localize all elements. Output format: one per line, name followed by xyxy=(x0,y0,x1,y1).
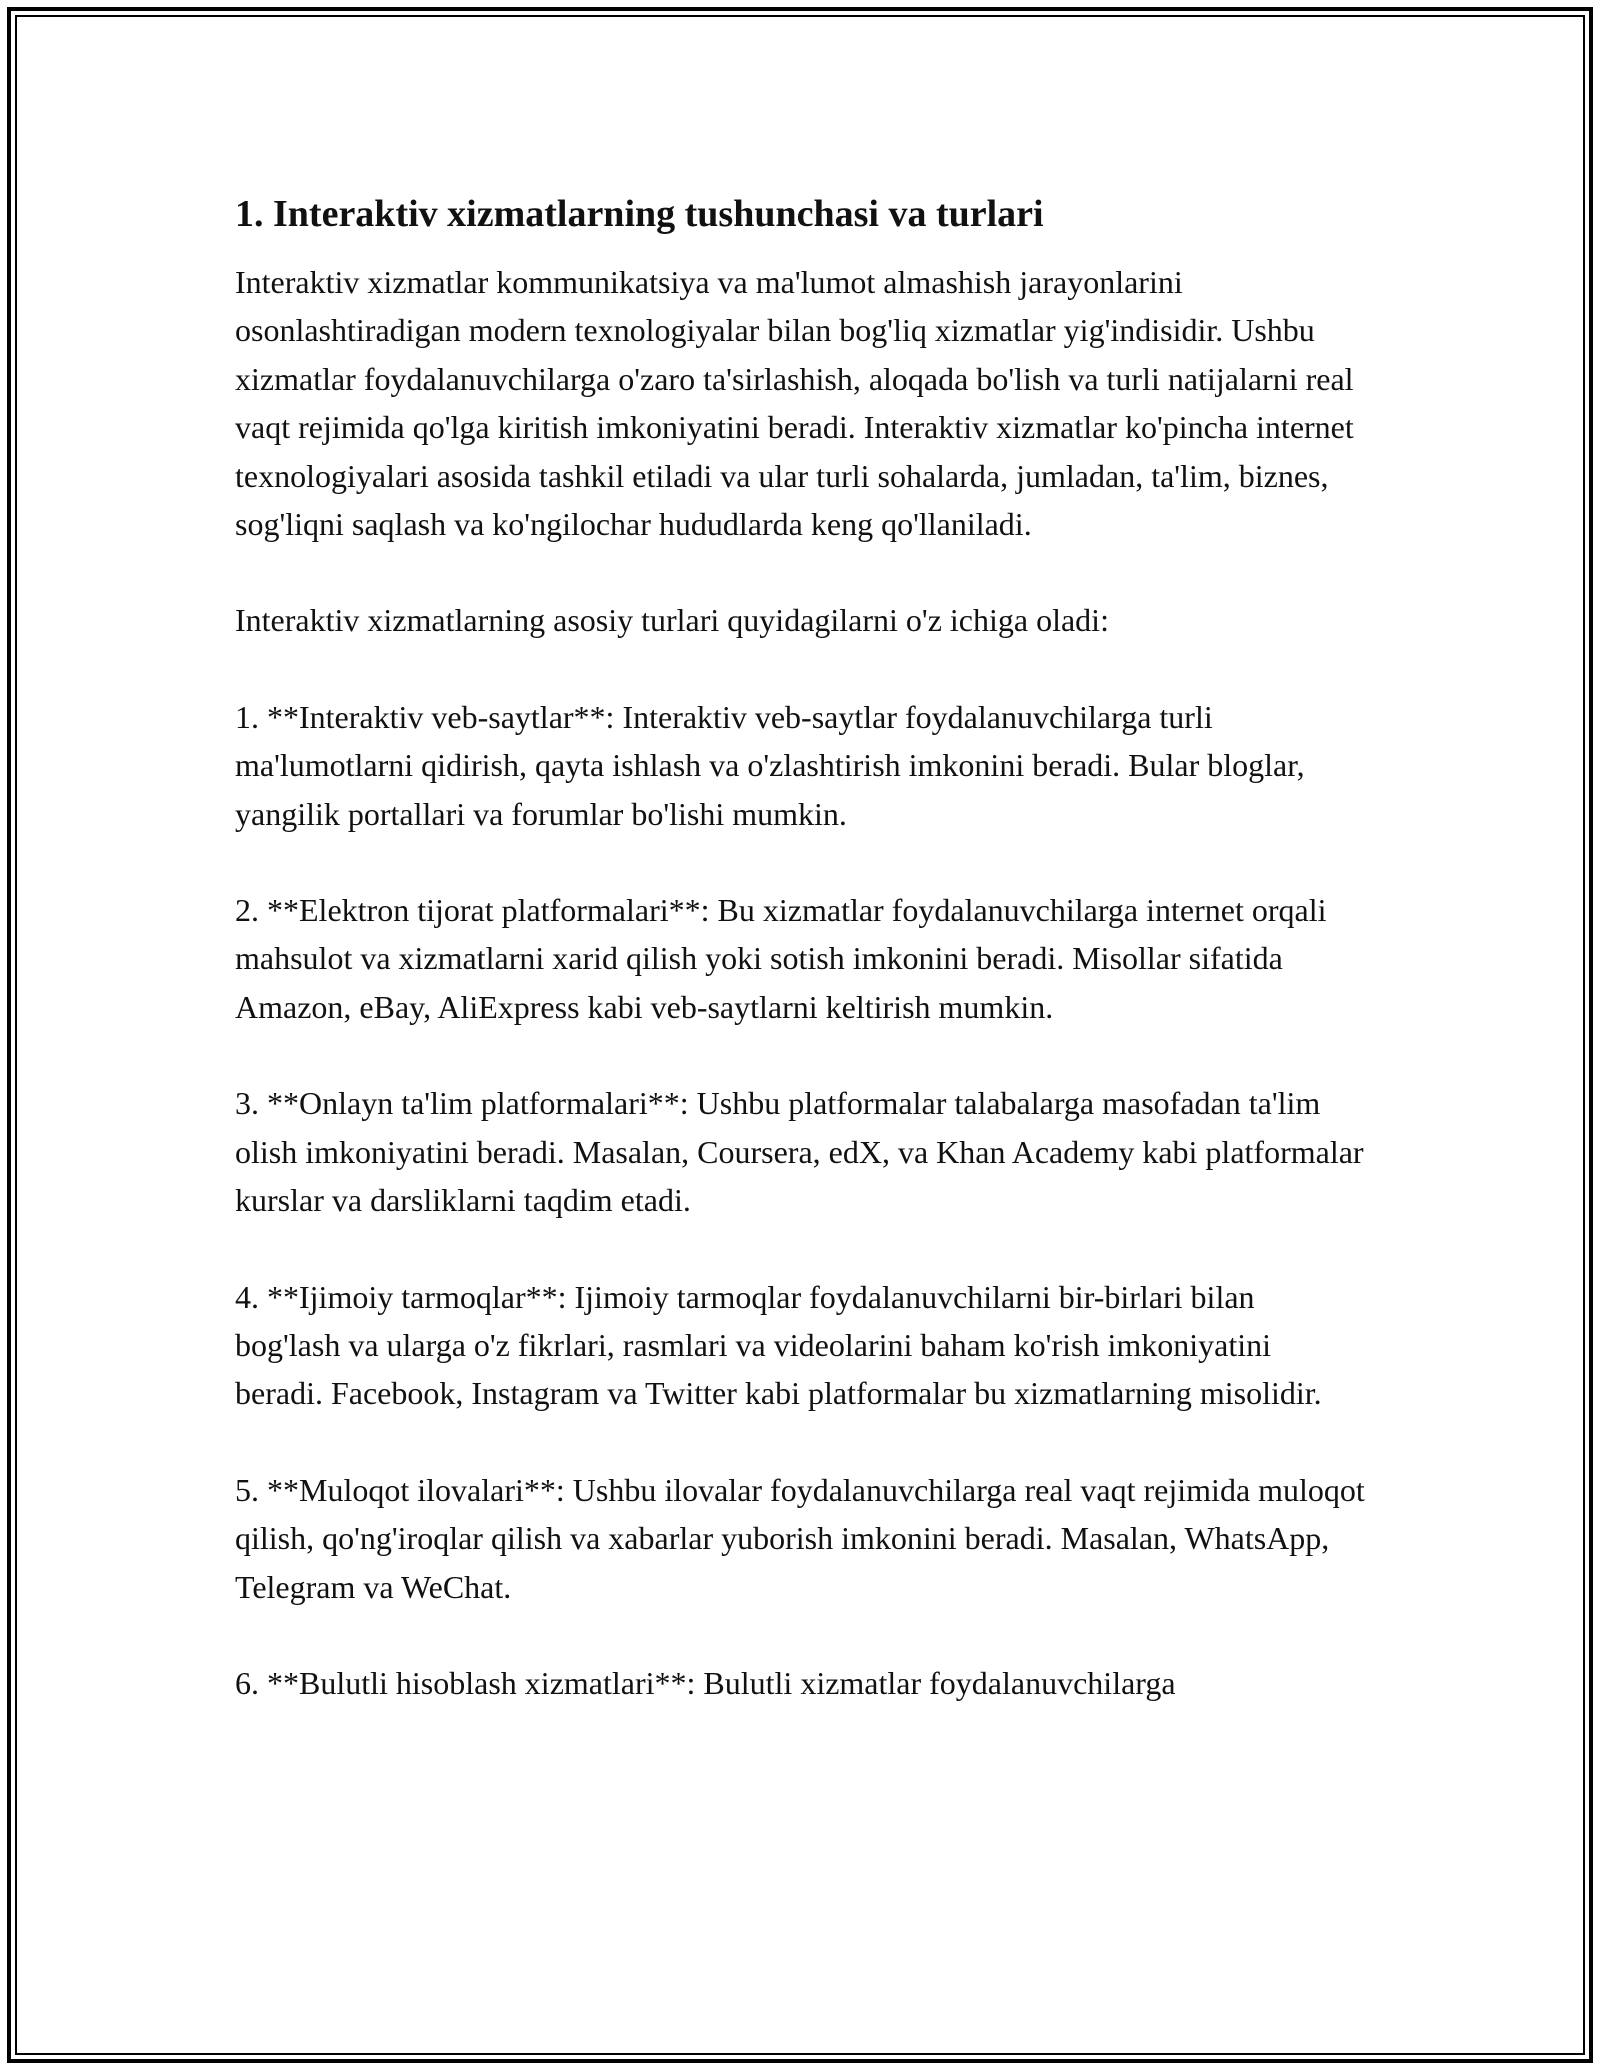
list-item-messaging-apps: 5. **Muloqot ilovalari**: Ushbu ilovalar foydalanuvchilarga real vaqt rejimida muloqot qilish, qo'ng'iroqlar qilish va xabarlar yuborish imkonini beradi. Masalan, WhatsApp, Telegram va WeChat. xyxy=(235,1471,1365,1605)
intro-paragraph: Interaktiv xizmatlar kommunikatsiya va ma'lumot almashish jarayonlarini osonlashtiradigan modern texnologiyalar bilan bog'liq xizmatlar yig'indisidir. Ushbu xizmatlar foydalanuvchilarga o'zaro ta'sirlashish, aloqada bo'lish va turli natijalarni real vaqt rejimida qo'lga kiritish imkoniyatini beradi. Interaktiv xizmatlar ko'pincha internet texnologiyalari asosida tashkil etiladi va ular turli sohalarda, jumladan, ta'lim, biznes, sog'liqni saqlash va ko'ngilochar hududlarda keng qo'llaniladi. xyxy=(235,264,1354,543)
section-heading: 1. Interaktiv xizmatlarning tushunchasi va turlari xyxy=(235,193,1044,235)
list-item-online-learning: 3. **Onlayn ta'lim platformalari**: Ushbu platformalar talabalarga masofadan ta'lim olish imkoniyatini beradi. Masalan, Coursera, edX, va Khan Academy kabi platformalar kurslar va darsliklarni taqdim etadi. xyxy=(235,1085,1364,1219)
document-body xyxy=(235,188,1365,1755)
list-item-social-networks: 4. **Ijimoiy tarmoqlar**: Ijimoiy tarmoqlar foydalanuvchilarni bir-birlari bilan bog'lash va ularga o'z fikrlari, rasmlari va videolarini baham ko'rish imkoniyatini beradi. Facebook, Instagram va Twitter kabi platformalar bu xizmatlarning misolidir. xyxy=(235,1278,1322,1412)
types-lead-paragraph: Interaktiv xizmatlarning asosiy turlari quyidagilarni o'z ichiga oladi: xyxy=(235,602,1109,639)
list-item-cloud-services: 6. **Bulutli hisoblash xizmatlari**: Bulutli xizmatlar foydalanuvchilarga xyxy=(235,1664,1176,1701)
list-item-ecommerce-platforms: 2. **Elektron tijorat platformalari**: Bu xizmatlar foydalanuvchilarga internet orqali mahsulot va xizmatlarni xarid qilish yoki sotish imkonini beradi. Misollar sifatida Amazon, eBay, AliExpress kabi veb-saytlarni keltirish mumkin. xyxy=(235,892,1327,1025)
list-item-interactive-websites: 1. **Interaktiv veb-saytlar**: Interaktiv veb-saytlar foydalanuvchilarga turli ma'lumotlarni qidirish, qayta ishlash va o'zlashtirish imkonini beradi. Bular bloglar, yangilik portallari va forumlar bo'lishi mumkin. xyxy=(235,698,1305,832)
